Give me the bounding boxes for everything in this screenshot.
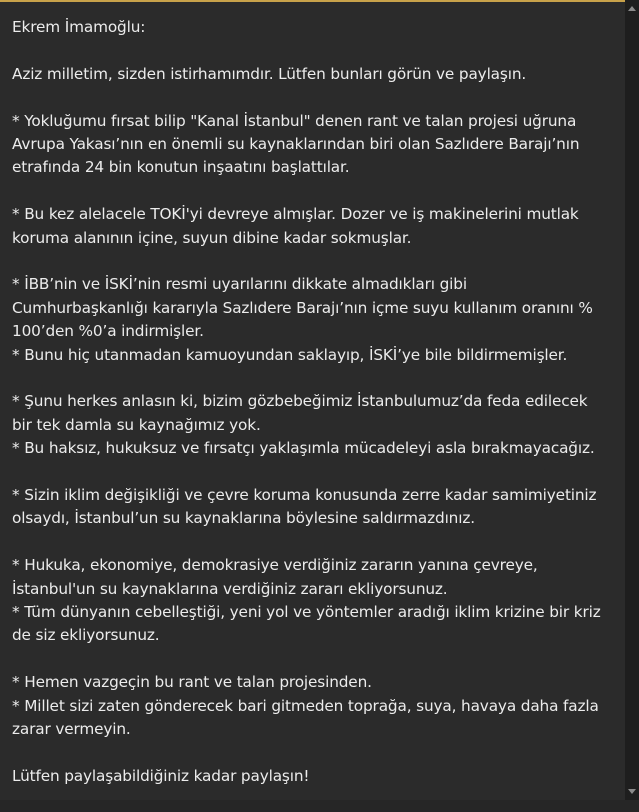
- text-line: 100’den %0’a indirmişler.: [12, 322, 204, 341]
- text-line: * Hukuka, ekonomiye, demokrasiye verdiğiniz zararın yanına çevreye,: [12, 556, 538, 575]
- post-paragraph-7: [12, 671, 618, 741]
- scroll-track[interactable]: [628, 18, 636, 782]
- scroll-up-arrow-icon[interactable]: [628, 6, 636, 11]
- text-line: * Hemen vazgeçin bu rant ve talan projesinden.: [12, 673, 372, 692]
- vertical-scrollbar[interactable]: [625, 0, 639, 800]
- text-line: * Millet sizi zaten gönderecek bari gitmeden toprağa, suya, havaya daha fazla: [12, 696, 599, 715]
- post-closing: Lütfen paylaşabildiğiniz kadar paylaşın!: [12, 766, 310, 785]
- scroll-down-arrow-icon[interactable]: [628, 789, 636, 794]
- text-line: * Bu haksız, hukuksuz ve fırsatçı yaklaşımla mücadeleyi asla bırakmayacağız.: [12, 439, 595, 458]
- text-line: * İBB’nin ve İSKİ’nin resmi uyarılarını dikkate almadıkları gibi: [12, 275, 467, 294]
- text-line: * Sizin iklim değişikliği ve çevre koruma konusunda zerre kadar samimiyetiniz: [12, 486, 597, 505]
- text-line: * Yokluğumu fırsat bilip "Kanal İstanbul" denen rant ve talan projesi uğruna: [12, 111, 577, 130]
- text-line: olsaydı, İstanbul’un su kaynaklarına böylesine saldırmazdınız.: [12, 509, 475, 528]
- post-paragraph-1: [12, 110, 618, 180]
- text-line: * Şunu herkes anlasın ki, bizim gözbebeğimiz İstanbulumuz’da feda edilecek: [12, 392, 588, 411]
- text-line: Avrupa Yakası’nın en önemli su kaynaklarından biri olan Sazlıdere Barajı’nın: [12, 135, 580, 153]
- text-line: bir tek damla su kaynağımız yok.: [12, 415, 261, 434]
- text-line: de siz ekliyorsunuz.: [12, 626, 160, 645]
- text-line: Cumhurbaşkanlığı kararıyla Sazlıdere Barajı’nın içme suyu kullanım oranını %: [12, 298, 593, 317]
- post-body: [12, 16, 618, 812]
- text-line: zarar vermeyin.: [12, 720, 131, 739]
- post-paragraph-4: [12, 390, 618, 460]
- text-line: * Bunu hiç utanmadan kamuoyundan saklayıp, İSKİ’ye bile bildirmemişler.: [12, 345, 568, 364]
- text-line: etrafında 24 bin konutun inşaatını başlattılar.: [12, 158, 350, 177]
- text-line: * Tüm dünyanın cebelleştiği, yeni yol ve yöntemler aradığı iklim krizine bir kriz: [12, 603, 601, 622]
- post-paragraph-5: [12, 484, 618, 531]
- post-intro: Aziz milletim, sizden istirhamımdır. Lütfen bunları görün ve paylaşın.: [12, 64, 527, 83]
- post-paragraph-6: [12, 554, 618, 648]
- post-paragraph-3: [12, 273, 618, 367]
- post-author-line: Ekrem İmamoğlu:: [12, 18, 146, 36]
- text-line: İstanbul'un su kaynaklarına verdiğiniz zararı ekliyorsunuz.: [12, 579, 448, 598]
- text-line: koruma alanının içine, suyun dibine kadar sokmuşlar.: [12, 228, 412, 247]
- post-paragraph-2: [12, 203, 618, 250]
- text-line: * Bu kez alelacele TOKİ'yi devreye almışlar. Dozer ve iş makinelerini mutlak: [12, 205, 579, 224]
